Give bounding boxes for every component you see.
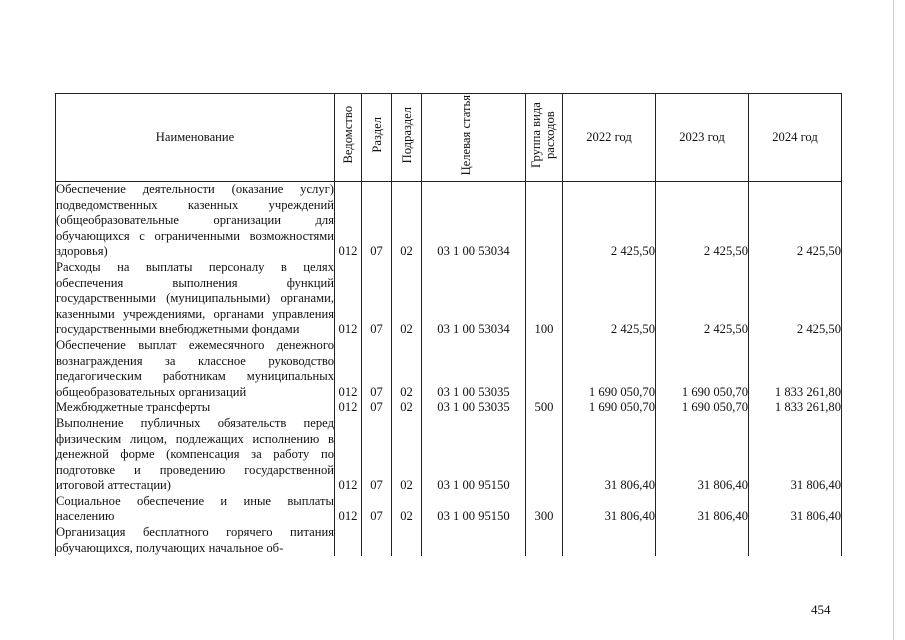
row-gruppa: 100 <box>526 260 563 338</box>
row-razdel: 07 <box>362 182 392 260</box>
row-gruppa: 500 <box>526 400 563 416</box>
row-vedomstvo: 012 <box>335 338 362 400</box>
row-gruppa <box>526 338 563 400</box>
row-celevaya: 03 1 00 53034 <box>422 260 526 338</box>
row-vedomstvo: 012 <box>335 400 362 416</box>
table-row <box>56 525 842 556</box>
row-name: Расходы на выплаты персоналу в целях обеспечения выполнения функций государственными (муниципальными) органами, казенными учреждениями, органами управления государственными внебюджетными фондами <box>56 259 334 337</box>
row-value-2024: 2 425,50 <box>749 182 842 260</box>
page-number: 454 <box>811 602 831 617</box>
row-name: Выполнение публичных обязательств перед физическим лицом, подлежащих исполнению в денежной форме (компенсация за работу по подготовке и проведению государственной итоговой аттестации) <box>56 415 334 493</box>
row-gruppa <box>526 525 563 556</box>
row-celevaya: 03 1 00 53035 <box>422 338 526 400</box>
row-podrazdel <box>392 525 422 556</box>
table-row <box>56 494 842 525</box>
row-value-2023: 2 425,50 <box>656 182 749 260</box>
row-razdel: 07 <box>362 416 392 494</box>
row-vedomstvo: 012 <box>335 182 362 260</box>
row-gruppa: 300 <box>526 494 563 525</box>
col-header-2024: 2024 год <box>749 94 842 182</box>
row-razdel: 07 <box>362 400 392 416</box>
header-row <box>56 94 842 182</box>
table-row <box>56 260 842 338</box>
row-razdel <box>362 525 392 556</box>
row-gruppa <box>526 416 563 494</box>
row-value-2022: 1 690 050,70 <box>563 338 656 400</box>
col-header-2022: 2022 год <box>563 94 656 182</box>
col-header-razdel: Раздел <box>362 94 392 182</box>
row-value-2022: 31 806,40 <box>563 494 656 525</box>
row-name: Социальное обеспечение и иные выплаты населению <box>56 493 334 524</box>
row-celevaya: 03 1 00 95150 <box>422 494 526 525</box>
budget-table <box>55 93 842 556</box>
row-value-2023: 1 690 050,70 <box>656 400 749 416</box>
row-name: Межбюджетные трансферты <box>56 400 335 416</box>
row-value-2022: 2 425,50 <box>563 182 656 260</box>
table-row <box>56 182 842 260</box>
row-value-2022: 1 690 050,70 <box>563 400 656 416</box>
row-razdel: 07 <box>362 260 392 338</box>
col-header-gruppa: Группа вида расходов <box>526 94 563 182</box>
row-celevaya: 03 1 00 53034 <box>422 182 526 260</box>
row-celevaya: 03 1 00 53035 <box>422 400 526 416</box>
col-header-2023: 2023 год <box>656 94 749 182</box>
row-name: Обеспечение деятельности (оказание услуг) подведомственных казенных учреждений (общеобразовательные организации для обучающихся с ограниченными возможностями здоровья) <box>56 182 334 259</box>
table-row <box>56 416 842 494</box>
row-value-2023: 2 425,50 <box>656 260 749 338</box>
col-header-vedomstvo: Ведомство <box>335 94 362 182</box>
table-row <box>56 338 842 400</box>
row-value-2023: 1 690 050,70 <box>656 338 749 400</box>
row-podrazdel: 02 <box>392 400 422 416</box>
row-value-2022: 2 425,50 <box>563 260 656 338</box>
table-row <box>56 400 842 416</box>
row-value-2024: 31 806,40 <box>749 416 842 494</box>
row-gruppa <box>526 182 563 260</box>
row-value-2022 <box>563 525 656 556</box>
row-podrazdel: 02 <box>392 416 422 494</box>
row-value-2023 <box>656 525 749 556</box>
row-name: Обеспечение выплат ежемесячного денежного вознаграждения за классное руководство педагогическим работникам муниципальных общеобразовательных организаций <box>56 337 334 399</box>
row-value-2022: 31 806,40 <box>563 416 656 494</box>
row-vedomstvo: 012 <box>335 494 362 525</box>
row-podrazdel: 02 <box>392 338 422 400</box>
row-podrazdel: 02 <box>392 260 422 338</box>
col-header-celevaya: Целевая статья <box>422 94 526 182</box>
col-header-podrazdel: Подраздел <box>392 94 422 182</box>
row-value-2023: 31 806,40 <box>656 416 749 494</box>
row-podrazdel: 02 <box>392 182 422 260</box>
row-vedomstvo: 012 <box>335 260 362 338</box>
row-vedomstvo <box>335 525 362 556</box>
row-value-2024 <box>749 525 842 556</box>
row-value-2023: 31 806,40 <box>656 494 749 525</box>
row-value-2024: 1 833 261,80 <box>749 338 842 400</box>
row-razdel: 07 <box>362 338 392 400</box>
row-value-2024: 31 806,40 <box>749 494 842 525</box>
row-podrazdel: 02 <box>392 494 422 525</box>
row-value-2024: 2 425,50 <box>749 260 842 338</box>
row-celevaya: 03 1 00 95150 <box>422 416 526 494</box>
col-header-name: Наименование <box>56 94 335 182</box>
row-celevaya <box>422 525 526 556</box>
row-razdel: 07 <box>362 494 392 525</box>
row-vedomstvo: 012 <box>335 416 362 494</box>
page-edge-line <box>893 0 894 640</box>
row-value-2024: 1 833 261,80 <box>749 400 842 416</box>
row-name: Организация бесплатного горячего питания обучающихся, получающих начальное об- <box>56 525 334 555</box>
